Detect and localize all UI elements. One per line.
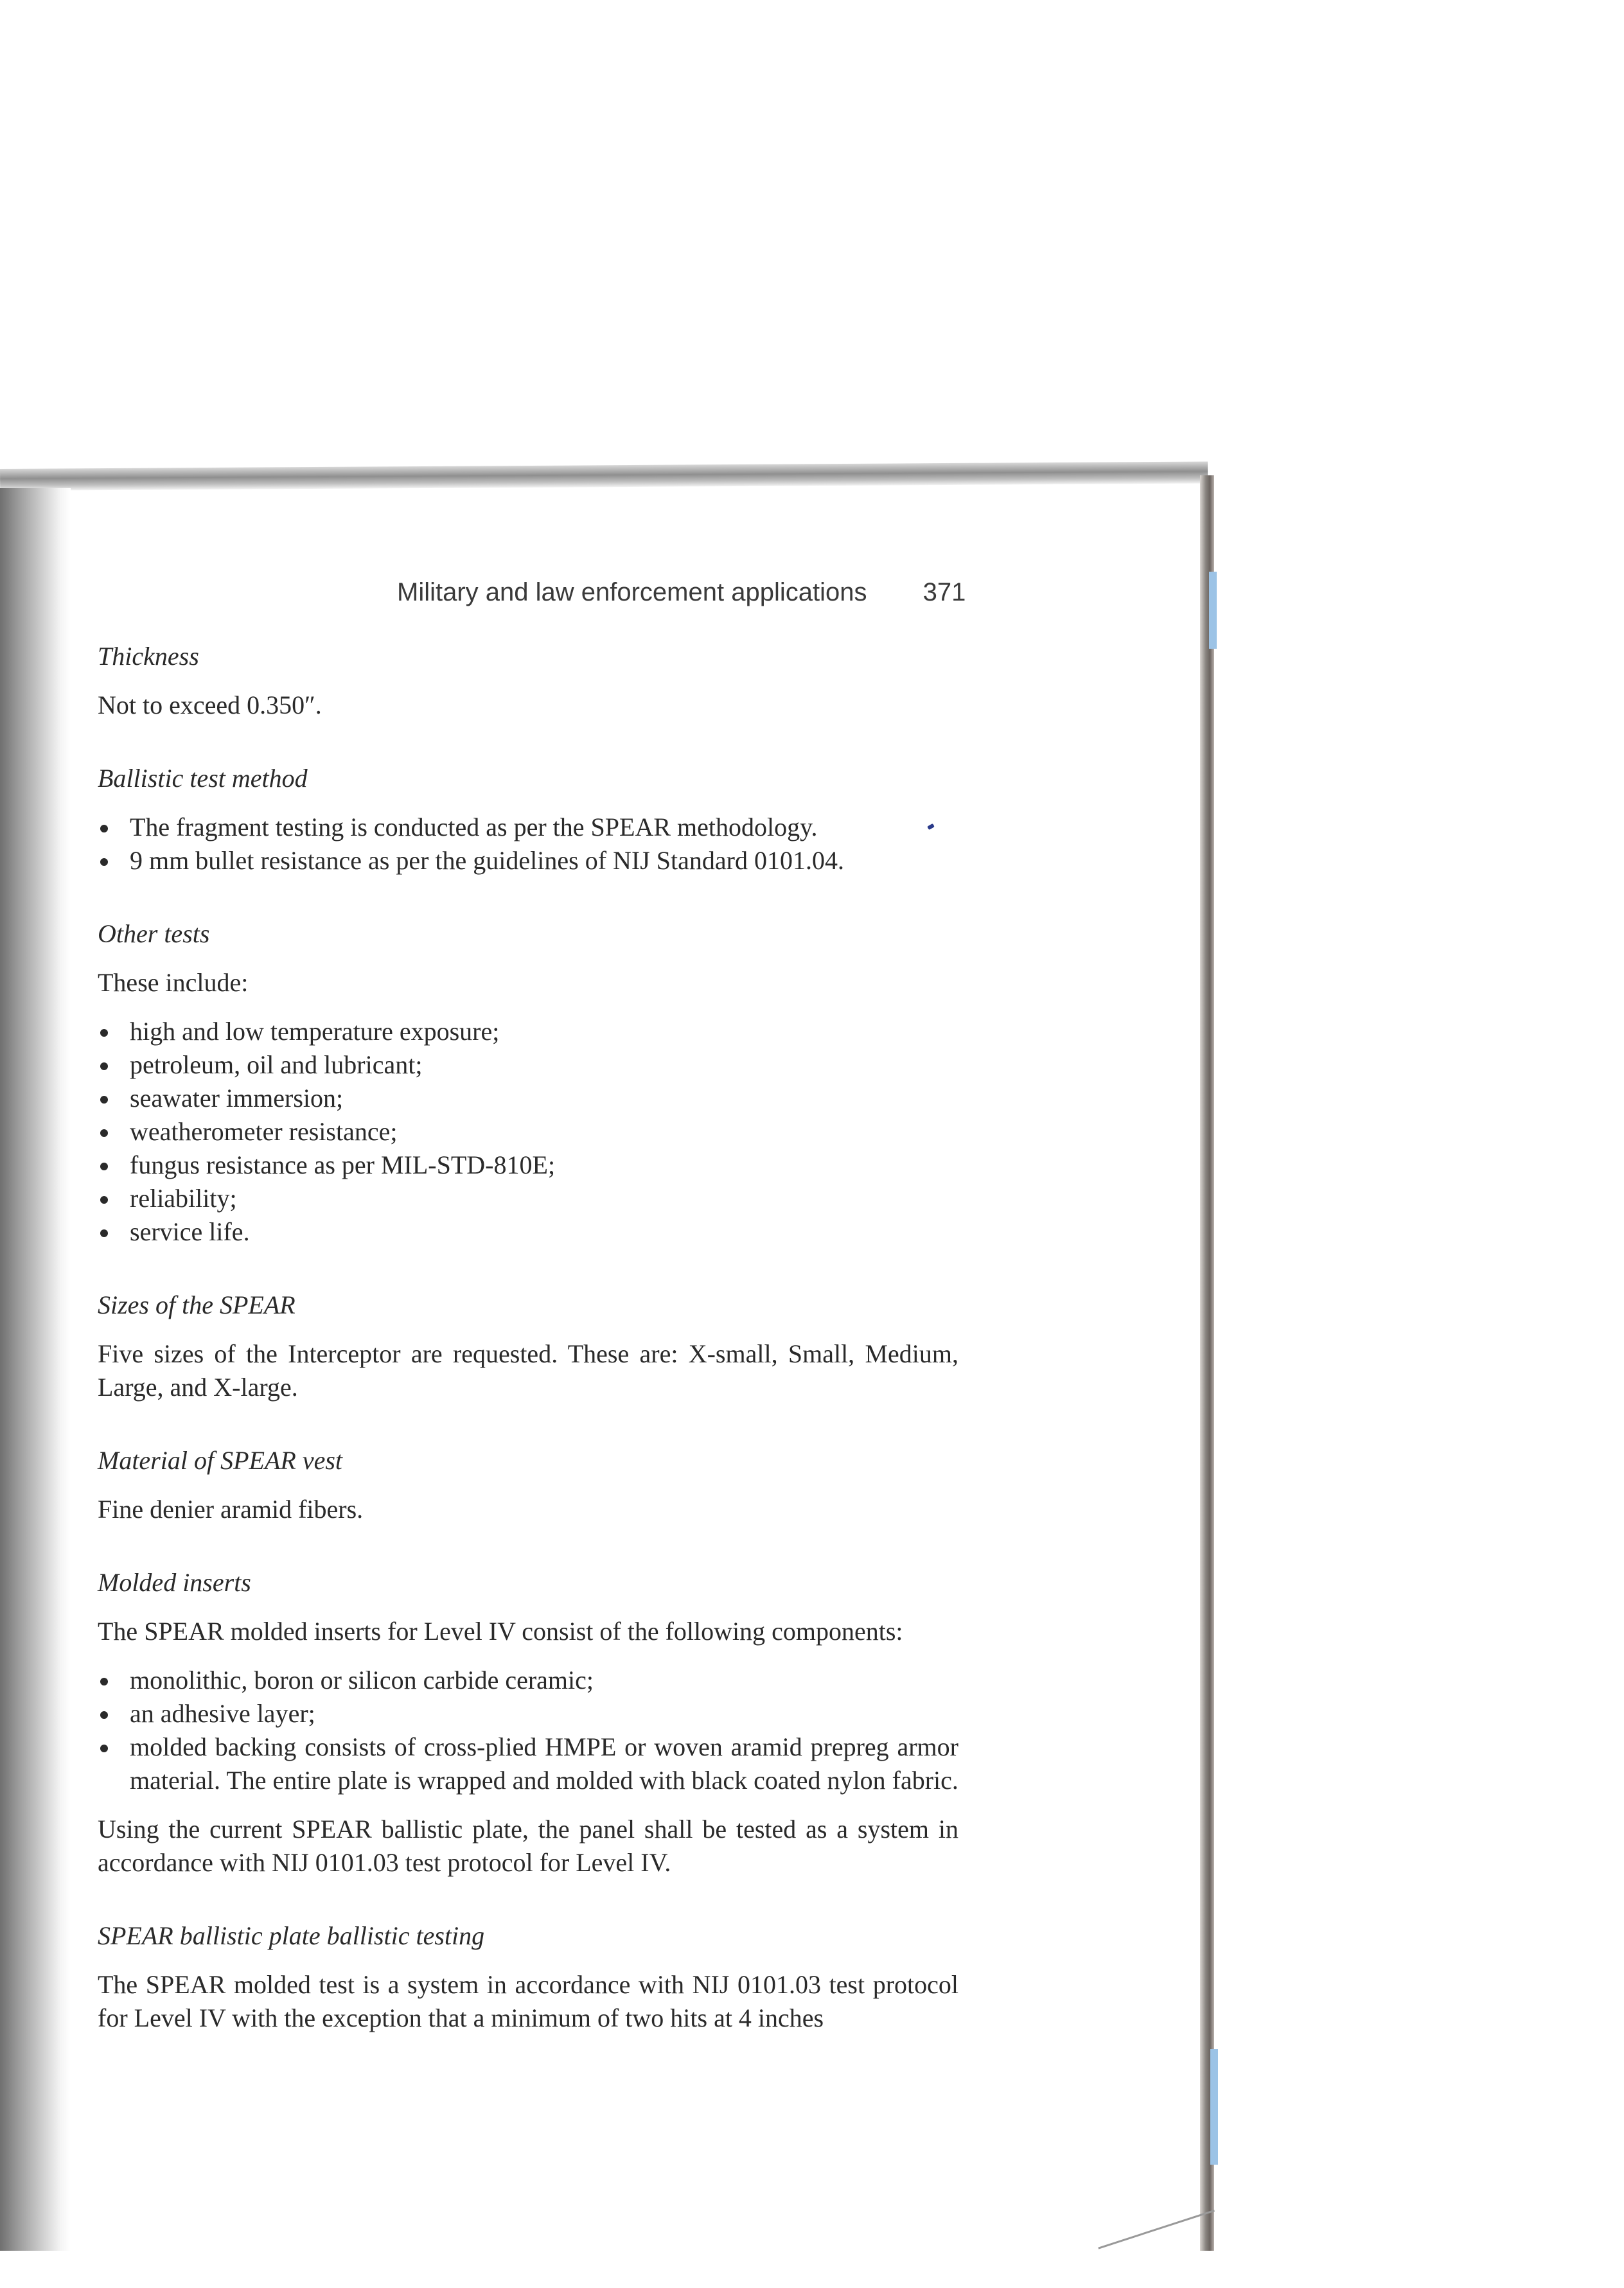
list-item: seawater immersion; <box>98 1082 958 1115</box>
list-item: petroleum, oil and lubricant; <box>98 1048 958 1082</box>
section-plate-testing <box>98 1919 958 2035</box>
list-item: The fragment testing is conducted as per the SPEAR methodology. <box>98 811 958 844</box>
section-heading: Molded inserts <box>98 1568 251 1597</box>
list-item: reliability; <box>98 1182 958 1215</box>
section-heading: Material of SPEAR vest <box>98 1446 343 1475</box>
list-item: monolithic, boron or silicon carbide ceramic; <box>98 1664 958 1697</box>
edge-color-strip <box>1209 572 1217 649</box>
book-spine-edge <box>1200 475 1214 2251</box>
section-heading: Sizes of the SPEAR <box>98 1290 296 1319</box>
paragraph: Five sizes of the Interceptor are requested. These are: X-small, Small, Medium, Large, and X-large. <box>98 1339 958 1402</box>
page-number: 371 <box>922 578 966 606</box>
list-item: 9 mm bullet resistance as per the guidelines of NIJ Standard 0101.04. <box>98 844 958 877</box>
section-heading: Ballistic test method <box>98 764 308 793</box>
paragraph: Using the current SPEAR ballistic plate, the panel shall be tested as a system in accordance with NIJ 0101.03 test protocol for Level IV. <box>98 1815 958 1877</box>
running-head-title: Military and law enforcement applications <box>397 578 867 606</box>
page-body <box>98 640 958 2050</box>
list-item: weatherometer resistance; <box>98 1115 958 1148</box>
section-molded-inserts <box>98 1566 958 1879</box>
page-corner-curl <box>1098 2210 1227 2288</box>
paragraph: The SPEAR molded test is a system in accordance with NIJ 0101.03 test protocol for Level IV with the exception that a minimum of two hits at 4 inches <box>98 1970 958 2032</box>
paragraph: Fine denier aramid fibers. <box>98 1495 364 1524</box>
list-item: high and low temperature exposure; <box>98 1015 958 1048</box>
section-heading: Thickness <box>98 642 199 671</box>
section-heading: SPEAR ballistic plate ballistic testing <box>98 1921 485 1950</box>
running-head <box>397 578 966 607</box>
bullet-list <box>98 1015 958 1249</box>
list-item: fungus resistance as per MIL-STD-810E; <box>98 1148 958 1182</box>
section-sizes <box>98 1289 958 1404</box>
binding-shadow <box>0 488 71 2251</box>
bullet-list <box>98 1664 958 1797</box>
bullet-list <box>98 811 958 877</box>
section-material <box>98 1444 958 1526</box>
page-top-edge-shadow <box>0 462 1208 491</box>
section-ballistic-test-method <box>98 762 958 877</box>
section-heading: Other tests <box>98 919 210 948</box>
list-item: service life. <box>98 1215 958 1249</box>
list-item: molded backing consists of cross-plied HMPE or woven aramid prepreg armor material. The entire plate is wrapped and molded with black coated nylon fabric. <box>98 1730 958 1797</box>
paragraph: Not to exceed 0.350″. <box>98 691 322 719</box>
paragraph: The SPEAR molded inserts for Level IV consist of the following components: <box>98 1617 903 1646</box>
list-item: an adhesive layer; <box>98 1697 958 1730</box>
section-thickness <box>98 640 958 722</box>
edge-color-strip <box>1210 2049 1218 2165</box>
paragraph: These include: <box>98 968 249 997</box>
section-other-tests <box>98 917 958 1249</box>
